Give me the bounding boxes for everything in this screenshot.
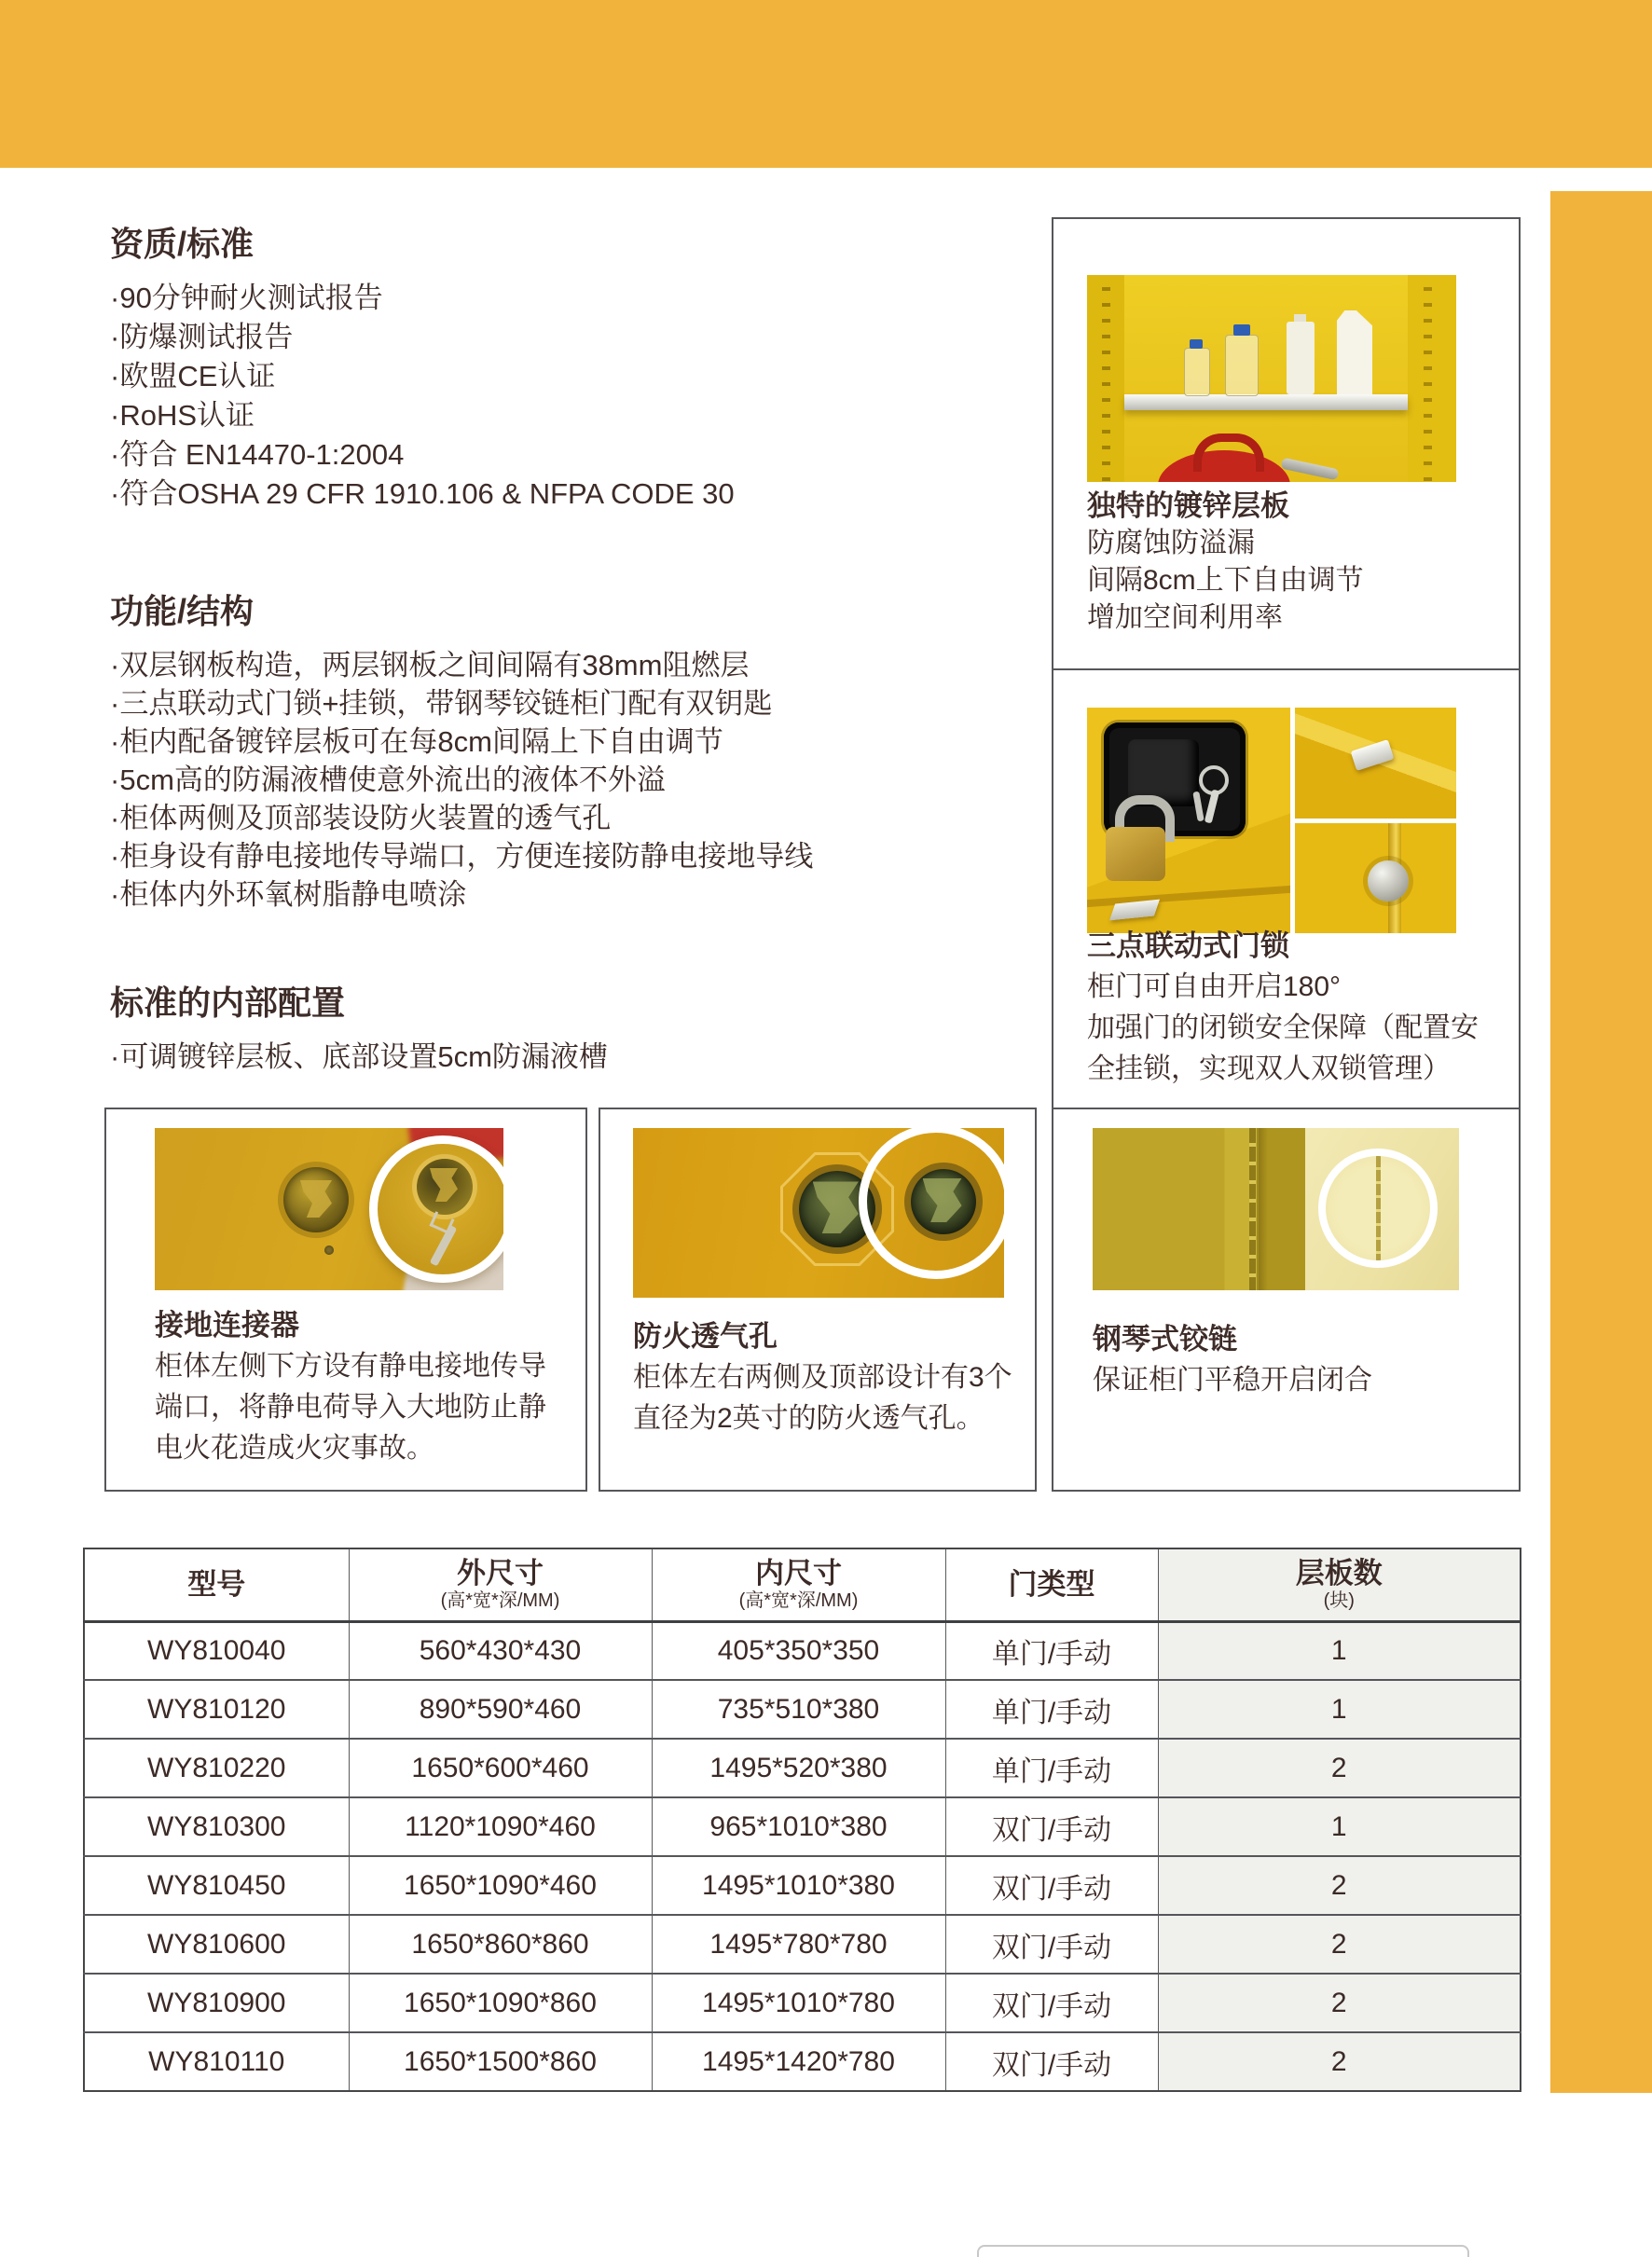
- spec-table: [83, 1548, 1521, 2092]
- cell-model: WY810110: [148, 2045, 285, 2077]
- bullet-item: ·RoHS认证: [110, 399, 255, 432]
- card-caption: [1087, 926, 1479, 1090]
- card-line: 柜门可自由开启180°: [1087, 971, 1342, 1002]
- cell-shelf-count: 2: [1158, 1856, 1521, 1915]
- highlight-ring: [859, 1128, 1004, 1279]
- cell-model: WY810900: [147, 1987, 286, 2018]
- grounding-photo: [155, 1128, 503, 1290]
- card-line: 端口，将静电荷导入大地防止静: [155, 1392, 546, 1423]
- cell-model: WY810120: [147, 1693, 286, 1725]
- card-title: 接地连接器: [155, 1309, 299, 1342]
- padlock-body: [1106, 827, 1165, 881]
- glass-bottle: [1225, 335, 1259, 396]
- bullet-item: ·柜内配备镀锌层板可在每8cm间隔上下自由调节: [110, 725, 723, 758]
- cell-shelf-count: 1: [1158, 1680, 1521, 1739]
- card-caption: [633, 1316, 1012, 1439]
- card-caption: [1093, 1319, 1372, 1401]
- table-row: [84, 1974, 1521, 2032]
- cell-shelf-count: 1: [1158, 1621, 1521, 1680]
- ground-connector: [283, 1167, 349, 1232]
- card-line: 全挂锁，实现双人双锁管理）: [1087, 1053, 1451, 1084]
- bullet-item: ·柜身设有静电接地传导端口，方便连接防静电接地导线: [110, 840, 814, 873]
- header-door-type: 门类型: [945, 1548, 1158, 1621]
- right-accent-band: [1550, 191, 1652, 2093]
- cell-inner-size: 735*510*380: [652, 1680, 945, 1739]
- card-title: 钢琴式铰链: [1093, 1323, 1237, 1356]
- table-row: [84, 1915, 1521, 1974]
- latch-knob: [1368, 860, 1409, 901]
- bullet-item: ·柜体内外环氧树脂静电喷涂: [110, 878, 467, 911]
- card-grounding-connector: [104, 1108, 587, 1492]
- card-title: 防火透气孔: [633, 1320, 778, 1353]
- card-galvanized-shelf: [1052, 217, 1521, 670]
- card-line: 间隔8cm上下自由调节: [1087, 565, 1364, 596]
- top-latch-photo: [1295, 708, 1456, 819]
- cell-shelf-count: 2: [1158, 1739, 1521, 1797]
- header-shelf-count: 层板数 (块): [1158, 1548, 1521, 1621]
- cell-model: WY810450: [147, 1869, 286, 1901]
- glass-bottle: [1184, 348, 1210, 396]
- card-fire-vent: [599, 1108, 1037, 1492]
- card-line: 直径为2英寸的防火透气孔。: [633, 1403, 984, 1434]
- bullet-item: ·欧盟CE认证: [110, 360, 276, 392]
- cell-door-type: 双门/手动: [945, 1915, 1158, 1974]
- cell-outer-size: 890*590*460: [349, 1680, 652, 1739]
- table-row: [84, 1680, 1521, 1739]
- header-model: 型号: [187, 1567, 246, 1601]
- card-caption: [1087, 488, 1364, 637]
- cell-outer-size: 1650*1090*860: [349, 1974, 652, 2032]
- vent-photo: [633, 1128, 1004, 1298]
- cell-door-type: 单门/手动: [945, 1621, 1158, 1680]
- cell-shelf-count: 2: [1158, 2032, 1521, 2091]
- side-latch-photo: [1295, 823, 1456, 934]
- cell-inner-size: 1495*1420*780: [652, 2032, 945, 2091]
- top-accent-band: [0, 0, 1652, 168]
- card-line: 柜体左右两侧及顶部设计有3个: [633, 1362, 1012, 1393]
- cell-inner-size: 1495*780*780: [652, 1915, 945, 1974]
- card-piano-hinge: [1052, 1108, 1521, 1492]
- shelf-slot-strip: [1102, 275, 1110, 482]
- piano-hinge-closeup: [1376, 1156, 1381, 1260]
- section-title: 功能/结构: [110, 592, 255, 630]
- cell-model: WY810040: [147, 1634, 286, 1666]
- spec-table-header: [84, 1548, 1521, 1621]
- table-row: [84, 1621, 1521, 1680]
- cell-door-type: 单门/手动: [945, 1680, 1158, 1739]
- ground-connector-closeup: [417, 1159, 473, 1215]
- card-line: 加强门的闭锁安全保障（配置安: [1087, 1012, 1479, 1043]
- galvanized-shelf: [1124, 394, 1408, 410]
- cell-door-type: 双门/手动: [945, 1856, 1158, 1915]
- cell-outer-size: 1650*1090*460: [349, 1856, 652, 1915]
- card-caption: [155, 1305, 546, 1469]
- plastic-jug: [1337, 310, 1372, 394]
- cell-door-type: 双门/手动: [945, 1797, 1158, 1856]
- latch-photos: [1295, 708, 1456, 933]
- cell-model: WY810300: [147, 1810, 286, 1842]
- cell-door-type: 双门/手动: [945, 1974, 1158, 2032]
- bullet-item: ·90分钟耐火测试报告: [110, 282, 383, 314]
- cell-door-type: 单门/手动: [945, 1739, 1158, 1797]
- table-row: [84, 1856, 1521, 1915]
- bullet-item: ·柜体两侧及顶部装设防火装置的透气孔: [110, 802, 612, 834]
- cell-inner-size: 405*350*350: [652, 1621, 945, 1680]
- table-row: [84, 1739, 1521, 1797]
- card-line: 防腐蚀防溢漏: [1087, 528, 1255, 558]
- cabinet-side-wall: [1408, 275, 1456, 482]
- bullet-item: ·可调镀锌层板、底部设置5cm防漏液槽: [110, 1040, 608, 1073]
- plastic-bottle: [1287, 322, 1315, 394]
- section-features: [110, 585, 1042, 914]
- bullet-item: ·防爆测试报告: [110, 321, 294, 353]
- hinge-shadow: [1257, 1128, 1268, 1290]
- next-section-box-edge: [977, 2245, 1469, 2257]
- card-line: 柜体左侧下方设有静电接地传导: [155, 1351, 546, 1382]
- shelf-photo: [1087, 275, 1456, 482]
- cell-shelf-count: 1: [1158, 1797, 1521, 1856]
- section-title: 资质/标准: [110, 225, 255, 263]
- red-safety-can: [1158, 450, 1290, 482]
- highlight-ring: [1318, 1149, 1438, 1268]
- card-title: 独特的镀锌层板: [1087, 489, 1289, 522]
- card-line: 电火花造成火灾事故。: [155, 1433, 434, 1464]
- header-inner-size: 内尺寸 (高*宽*深/MM): [652, 1548, 945, 1621]
- cell-outer-size: 1120*1090*460: [349, 1797, 652, 1856]
- bullet-item: ·三点联动式门锁+挂锁，带钢琴铰链柜门配有双钥匙: [110, 687, 773, 720]
- cell-inner-size: 1495*1010*780: [652, 1974, 945, 2032]
- bullet-item: ·5cm高的防漏液槽使意外流出的液体不外溢: [110, 764, 666, 796]
- bullet-item: ·双层钢板构造，两层钢板之间间隔有38mm阻燃层: [110, 649, 750, 681]
- piano-hinge: [1249, 1128, 1256, 1290]
- hinge-closeup-photo: [1305, 1128, 1459, 1290]
- header-outer-size: 外尺寸 (高*宽*深/MM): [349, 1548, 652, 1621]
- cell-outer-size: 1650*1500*860: [349, 2032, 652, 2091]
- section-internal-config: [110, 977, 1042, 1077]
- lock-panel-photo: [1087, 708, 1290, 933]
- cell-shelf-count: 2: [1158, 1974, 1521, 2032]
- table-row: [84, 2032, 1521, 2091]
- safety-can-spout: [1280, 458, 1339, 481]
- magnifier-inset: [369, 1135, 503, 1283]
- bullet-item: ·符合OSHA 29 CFR 1910.106 & NFPA CODE 30: [110, 477, 735, 510]
- cell-door-type: 双门/手动: [945, 2032, 1158, 2091]
- cell-outer-size: 560*430*430: [349, 1621, 652, 1680]
- cell-outer-size: 1650*860*860: [349, 1915, 652, 1974]
- table-row: [84, 1797, 1521, 1856]
- card-three-point-lock: [1052, 668, 1521, 1116]
- cell-inner-size: 965*1010*380: [652, 1797, 945, 1856]
- shelf-slot-strip: [1424, 275, 1432, 482]
- lock-photo-collage: [1087, 708, 1456, 933]
- cell-model: WY810220: [147, 1752, 286, 1783]
- card-line: 保证柜门平稳开启闭合: [1093, 1365, 1372, 1396]
- cell-model: WY810600: [147, 1928, 286, 1960]
- screw-dot: [324, 1245, 334, 1255]
- section-title: 标准的内部配置: [110, 984, 346, 1022]
- card-title: 三点联动式门锁: [1087, 929, 1289, 962]
- cell-outer-size: 1650*600*460: [349, 1739, 652, 1797]
- card-line: 增加空间利用率: [1087, 602, 1283, 633]
- door-panel-photo: [1093, 1128, 1305, 1290]
- bullet-item: ·符合 EN14470-1:2004: [110, 438, 405, 471]
- cell-shelf-count: 2: [1158, 1915, 1521, 1974]
- section-qualifications: [110, 218, 1042, 514]
- hinge-photo: [1093, 1128, 1459, 1290]
- cell-inner-size: 1495*1010*380: [652, 1856, 945, 1915]
- latch-clip: [1351, 739, 1395, 771]
- cell-inner-size: 1495*520*380: [652, 1739, 945, 1797]
